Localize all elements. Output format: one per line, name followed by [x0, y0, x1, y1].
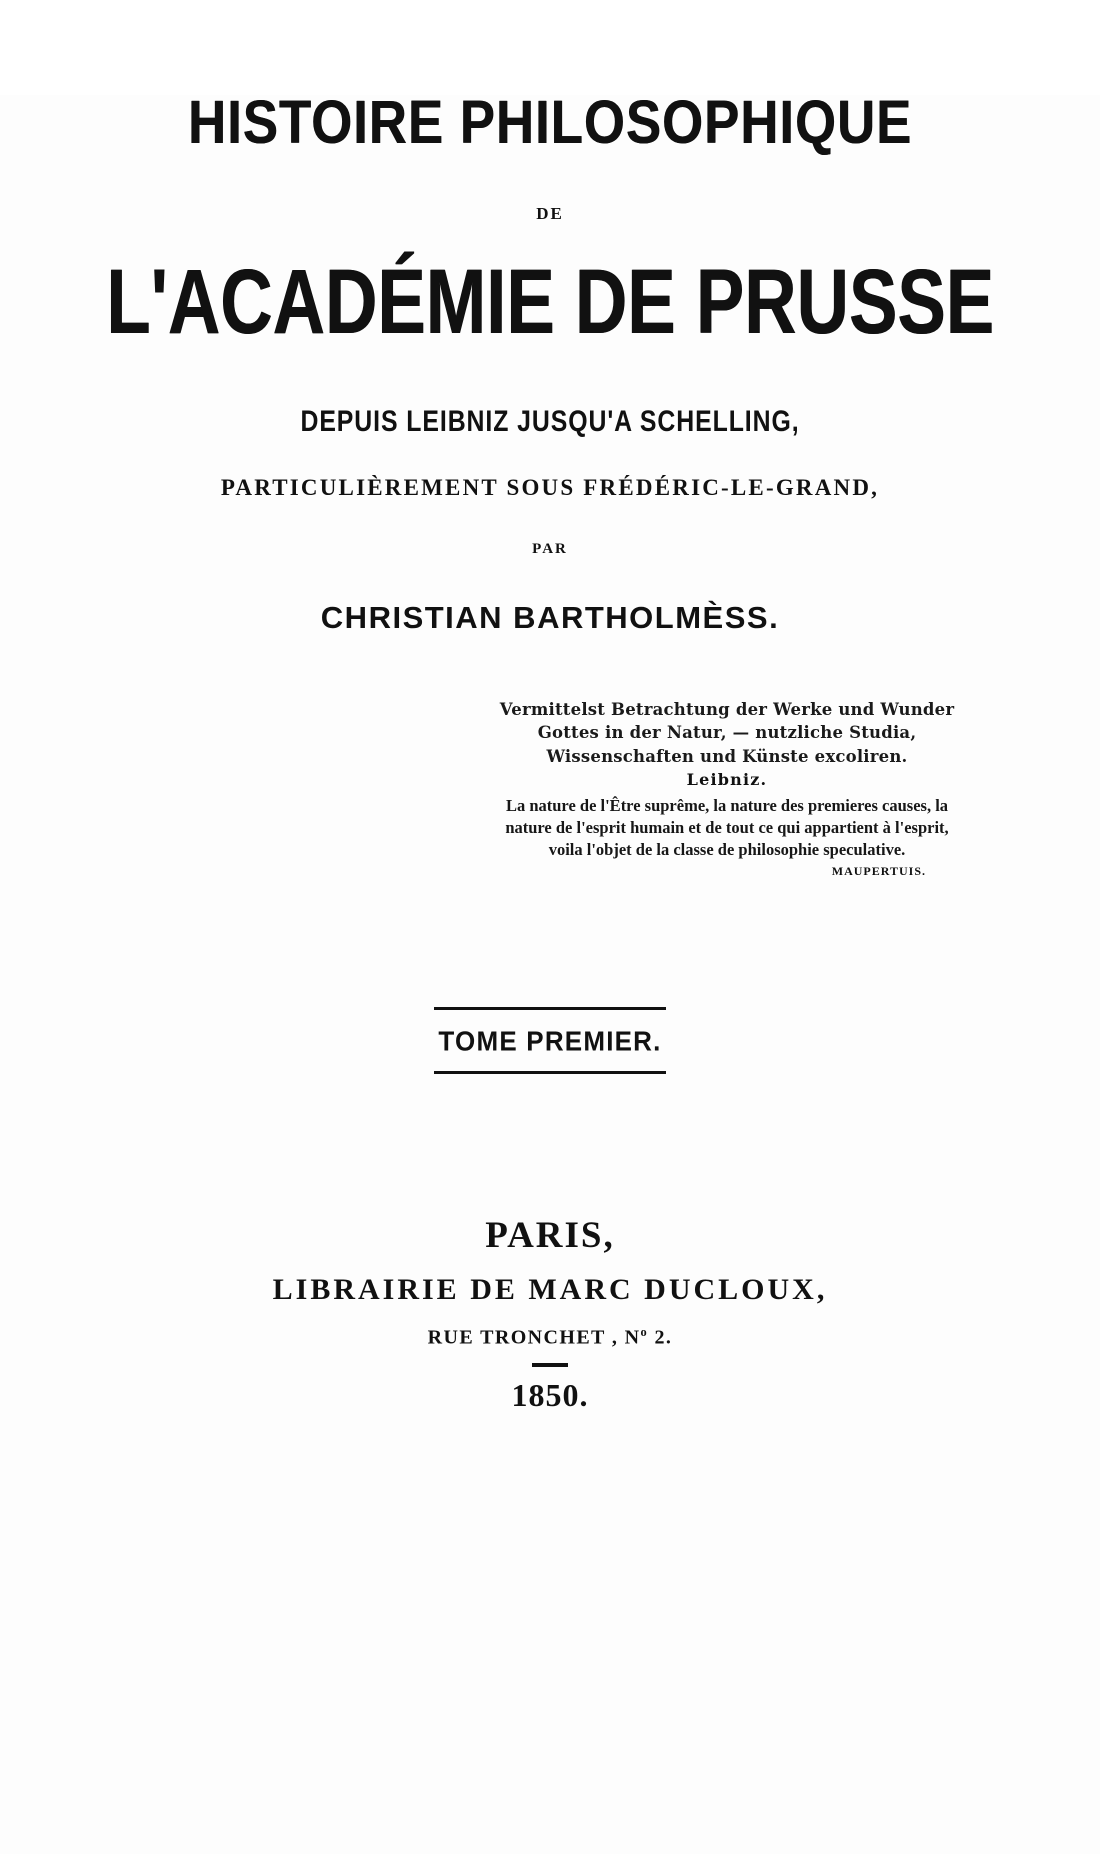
page-subtitle-institution: L'ACADÉMIE DE PRUSSE — [106, 249, 994, 353]
epigraph-french-signature: MAUPERTUIS. — [831, 863, 926, 878]
byline-label: PAR — [532, 541, 568, 557]
page-title: HISTOIRE PHILOSOPHIQUE — [187, 87, 913, 157]
subtitle-focus: PARTICULIÈREMENT SOUS FRÉDÉRIC-LE-GRAND, — [220, 475, 880, 500]
imprint-address-number: 2. — [654, 1326, 673, 1349]
author-name: CHRISTIAN BARTHOLMÈSS. — [320, 600, 780, 635]
epigraph-german-text: Vermittelst Betrachtung der Werke und Wunder Gottes in der Natur, — nutzliche Studia, Wissenschaften und Künste excoliren. — [499, 700, 955, 766]
imprint-address-street: RUE TRONCHET , N — [427, 1326, 641, 1349]
subtitle-period: DEPUIS LEIBNIZ JUSQU'A SCHELLING, — [300, 404, 800, 438]
rule-above-volume — [434, 1007, 666, 1010]
volume-label: TOME PREMIER. — [438, 1024, 662, 1057]
imprint-city: PARIS, — [485, 1214, 615, 1256]
imprint-address — [60, 1325, 1040, 1350]
epigraph-french-text: La nature de l'Être suprême, la nature des premieres causes, la nature de l'esprit humain et de tout ce qui appartient à l'esprit, voila l'objet de la classe de philosophie speculative. — [505, 796, 949, 859]
imprint-publisher: LIBRAIRIE DE MARC DUCLOUX, — [272, 1272, 828, 1306]
rule-below-volume — [434, 1071, 666, 1074]
rule-above-year — [532, 1363, 568, 1367]
title-connector: DE — [536, 204, 564, 223]
title-page — [0, 87, 1100, 1854]
imprint-block — [60, 1214, 1040, 1415]
epigraph-group — [492, 698, 962, 879]
imprint-address-superscript: o — [640, 1324, 649, 1339]
epigraph-german-signature: Leibniz. — [686, 770, 768, 790]
imprint-year: 1850. — [511, 1377, 589, 1414]
volume-block — [60, 1007, 1040, 1074]
